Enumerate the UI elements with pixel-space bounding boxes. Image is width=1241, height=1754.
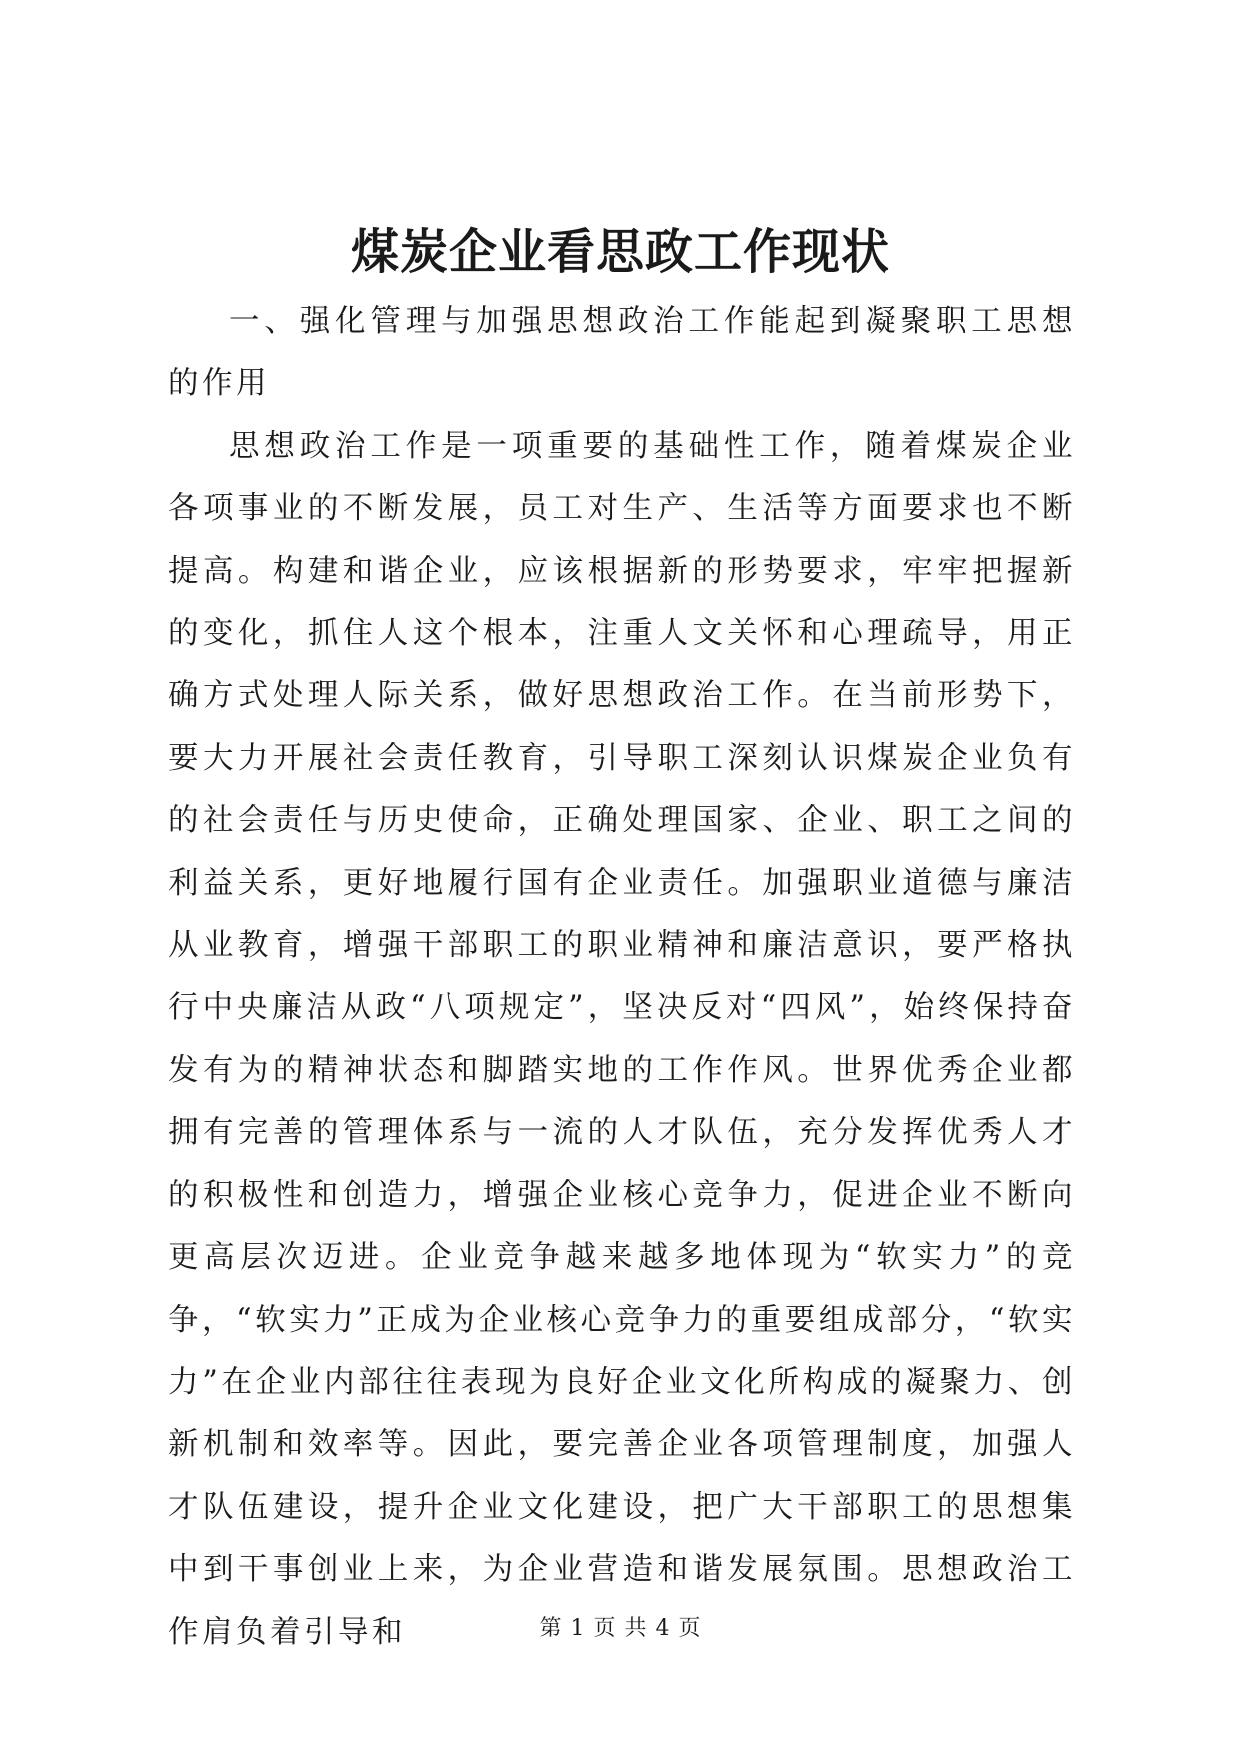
document-body <box>168 291 1076 1664</box>
page-number-footer: 第 1 页 共 4 页 <box>539 1616 702 1641</box>
page-title: 煤炭企业看思政工作现状 <box>350 224 890 280</box>
body-paragraph: 思想政治工作是一项重要的基础性工作，随着煤炭企业各项事业的不断发展，员工对生产、生活等方面要求也不断提高。构建和谐企业，应该根据新的形势要求，牢牢把握新的变化，抓住人这个根本，注重人文关怀和心理疏导，用正确方式处理人际关系，做好思想政治工作。在当前形势下，要大力开展社会责任教育，引导职工深刻认识煤炭企业负有的社会责任与历史使命，正确处理国家、企业、职工之间的利益关系，更好地履行国有企业责任。加强职业道德与廉洁从业教育，增强干部职工的职业精神和廉洁意识，要严格执行中央廉洁从政“八项规定”，坚决反对“四风”，始终保持奋发有为的精神状态和脚踏实地的工作作风。世界优秀企业都拥有完善的管理体系与一流的人才队伍，充分发挥优秀人才的积极性和创造力，增强企业核心竞争力，促进企业不断向更高层次迈进。企业竞争越来越多地体现为“软实力”的竞争，“软实力”正成为企业核心竞争力的重要组成部分，“软实力”在企业内部往往表现为良好企业文化所构成的凝聚力、创新机制和效率等。因此，要完善企业各项管理制度，加强人才队伍建设，提升企业文化建设，把广大干部职工的思想集中到干事创业上来，为企业营造和谐发展氛围。思想政治工作肩负着引导和 <box>168 428 1076 1650</box>
section-heading: 一、强化管理与加强思想政治工作能起到凝聚职工思想的作用 <box>168 304 1076 402</box>
